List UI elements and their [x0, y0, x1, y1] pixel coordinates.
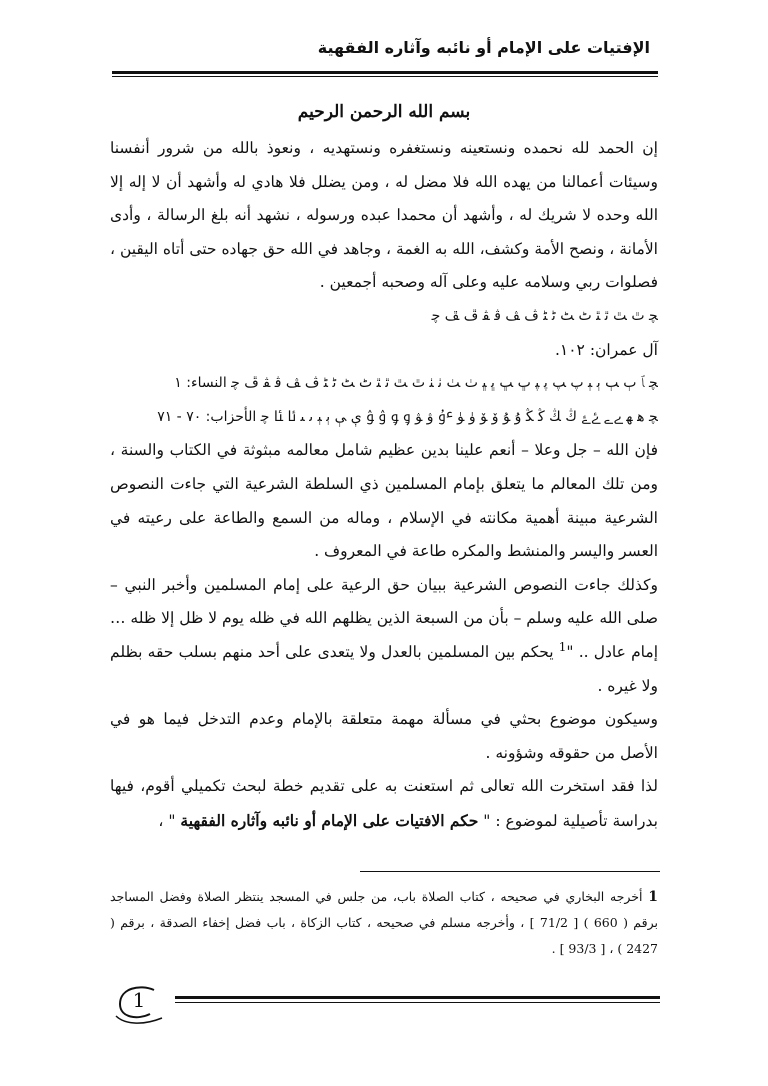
footnote — [110, 884, 658, 962]
footnote-marker[interactable]: 1 — [558, 639, 567, 654]
footer-rule — [175, 996, 660, 999]
paragraph-rights-text-a: وكذلك جاءت النصوص الشرعية ببيان حق الرعية على إمام المسلمين وأخبر النبي – صلى الله عليه وسلم – بأن من السبعة الذين يظلهم الله في ظله يوم لا ظل إلا ظله … إمام عادل .. " — [110, 575, 659, 661]
running-header-title: الإفتيات على الإمام أو نائبه وآثاره الفقهية — [317, 38, 650, 57]
basmala: بسم الله الرحمن الرحيم — [297, 102, 471, 122]
paragraph-plan-text-c: " ، — [158, 811, 181, 830]
paragraph-rights-text-b: يحكم بين المسلمين بالعدل ولا يتعدى على أحد منهم بسلب حقه بظلم ولا غيره . — [110, 642, 658, 695]
page-number-ornament — [110, 982, 166, 1026]
verse-reference-1: آل عمران: ١٠٢. — [554, 340, 658, 359]
paragraph-research-topic: وسيكون موضوع بحثي في مسألة مهمة متعلقة بالإمام وعدم التدخل فيما هو في الأصل من حقوقه وشؤونه . — [110, 710, 658, 762]
quran-verse-2: ﭽ ﭑ ﭒ ﭓ ﭔ ﭕ ﭖ ﭗ ﭘ ﭙ ﭚ ﭛ ﭜ ﭝ ﭞ ﭟ ﭠ ﭡ ﭢ ﭣ ﭤ ﭥ ﭦ ﭧ ﭨ ﭩ ﭪ ﭫ ﭬ ﭭ ﭮ ﭼ النساء: ١ — [174, 375, 658, 392]
main-content — [110, 92, 658, 838]
page-number: 1 — [132, 988, 146, 1012]
footer-rule-thin — [175, 1002, 660, 1003]
research-title: حكم الافتيات على الإمام أو نائبه وآثاره الفقهية — [180, 810, 479, 830]
paragraph-research-plan — [110, 770, 658, 838]
quran-verse-3: ﭽ ﮬ ﮭ ﮮ ﮯ ﮰ ﮱ ﯓ ﯔ ﯕ ﯖ ﯗ ﯘ ﯙ ﯚ ﯛ ﯜ ﯝ ﯞ ﯟ ﯠ ﯡ ﯢ ﯣ ﯤ ﯥ ﯦ ﯧ ﯨ ﯩ ﯪ ﯫ ﭼ الأحزاب: ٧٠ - ٧١ — [157, 408, 658, 425]
footnote-text: أخرجه البخاري في صحيحه ، كتاب الصلاة باب، من جلس في المسجد ينتظر الصلاة وفضل المساجد برقم ( 660 ) [ 71/2 ] ، وأخرجه مسلم في صحيحه ، كتاب الزكاة ، باب فضل إخفاء الصدقة ، برقم ( 2427 ) ، [ 93/3 ] . — [110, 889, 658, 956]
intro-paragraph: إن الحمد لله نحمده ونستعينه ونستغفره ونستهديه ، ونعوذ بالله من شرور أنفسنا وسيئات أعمالنا من يهده الله فلا مضل له ، ومن يضلل فلا هادي له وأشهد أن لا إله إلا الله وحده لا شريك له ، وأشهد أن محمدا عبده ورسوله ، نشهد أنه بلغ الرسالة ، وأدى الأمانة ، ونصح الأمة وكشف، الله به الغمة ، وجاهد في الله حق جهاده حتى أتاه اليقين ، فصلوات ربي وسلامه عليه وعلى آله وصحبه أجمعين . — [110, 139, 658, 292]
paragraph-plan-text-a: لذا فقد استخرت الله تعالى ثم استعنت به على تقديم خطة لبحث تكميلي أقوم، فيها بدراسة تأصيلية لموضوع : " — [110, 777, 658, 830]
quran-verse-1: ﭽ ﭢ ﭣ ﭤ ﭥ ﭦ ﭧ ﭨ ﭩ ﭪ ﭫ ﭬ ﭭ ﭮ ﭯ ﭼ — [431, 307, 658, 324]
header-rule-thin — [112, 76, 658, 77]
footnote-number: 1 — [648, 889, 658, 905]
paragraph-rights-of-subjects — [110, 569, 658, 703]
header-rule — [112, 71, 658, 74]
paragraph-imam-landmarks: فإن الله – جل وعلا – أنعم علينا بدين عظيم شامل معالمه مبثوثة في الكتاب والسنة ، ومن تلك المعالم ما يتعلق بإمام المسلمين ذي السلطة الشرعية التي جاءت النصوص الشرعية مبينة أهمية مكانته في الإسلام ، وماله من السمع والطاعة على رعيته في العسر واليسر والمنشط والمكره طاعة في المعروف . — [110, 441, 658, 561]
footnote-separator — [360, 871, 660, 872]
